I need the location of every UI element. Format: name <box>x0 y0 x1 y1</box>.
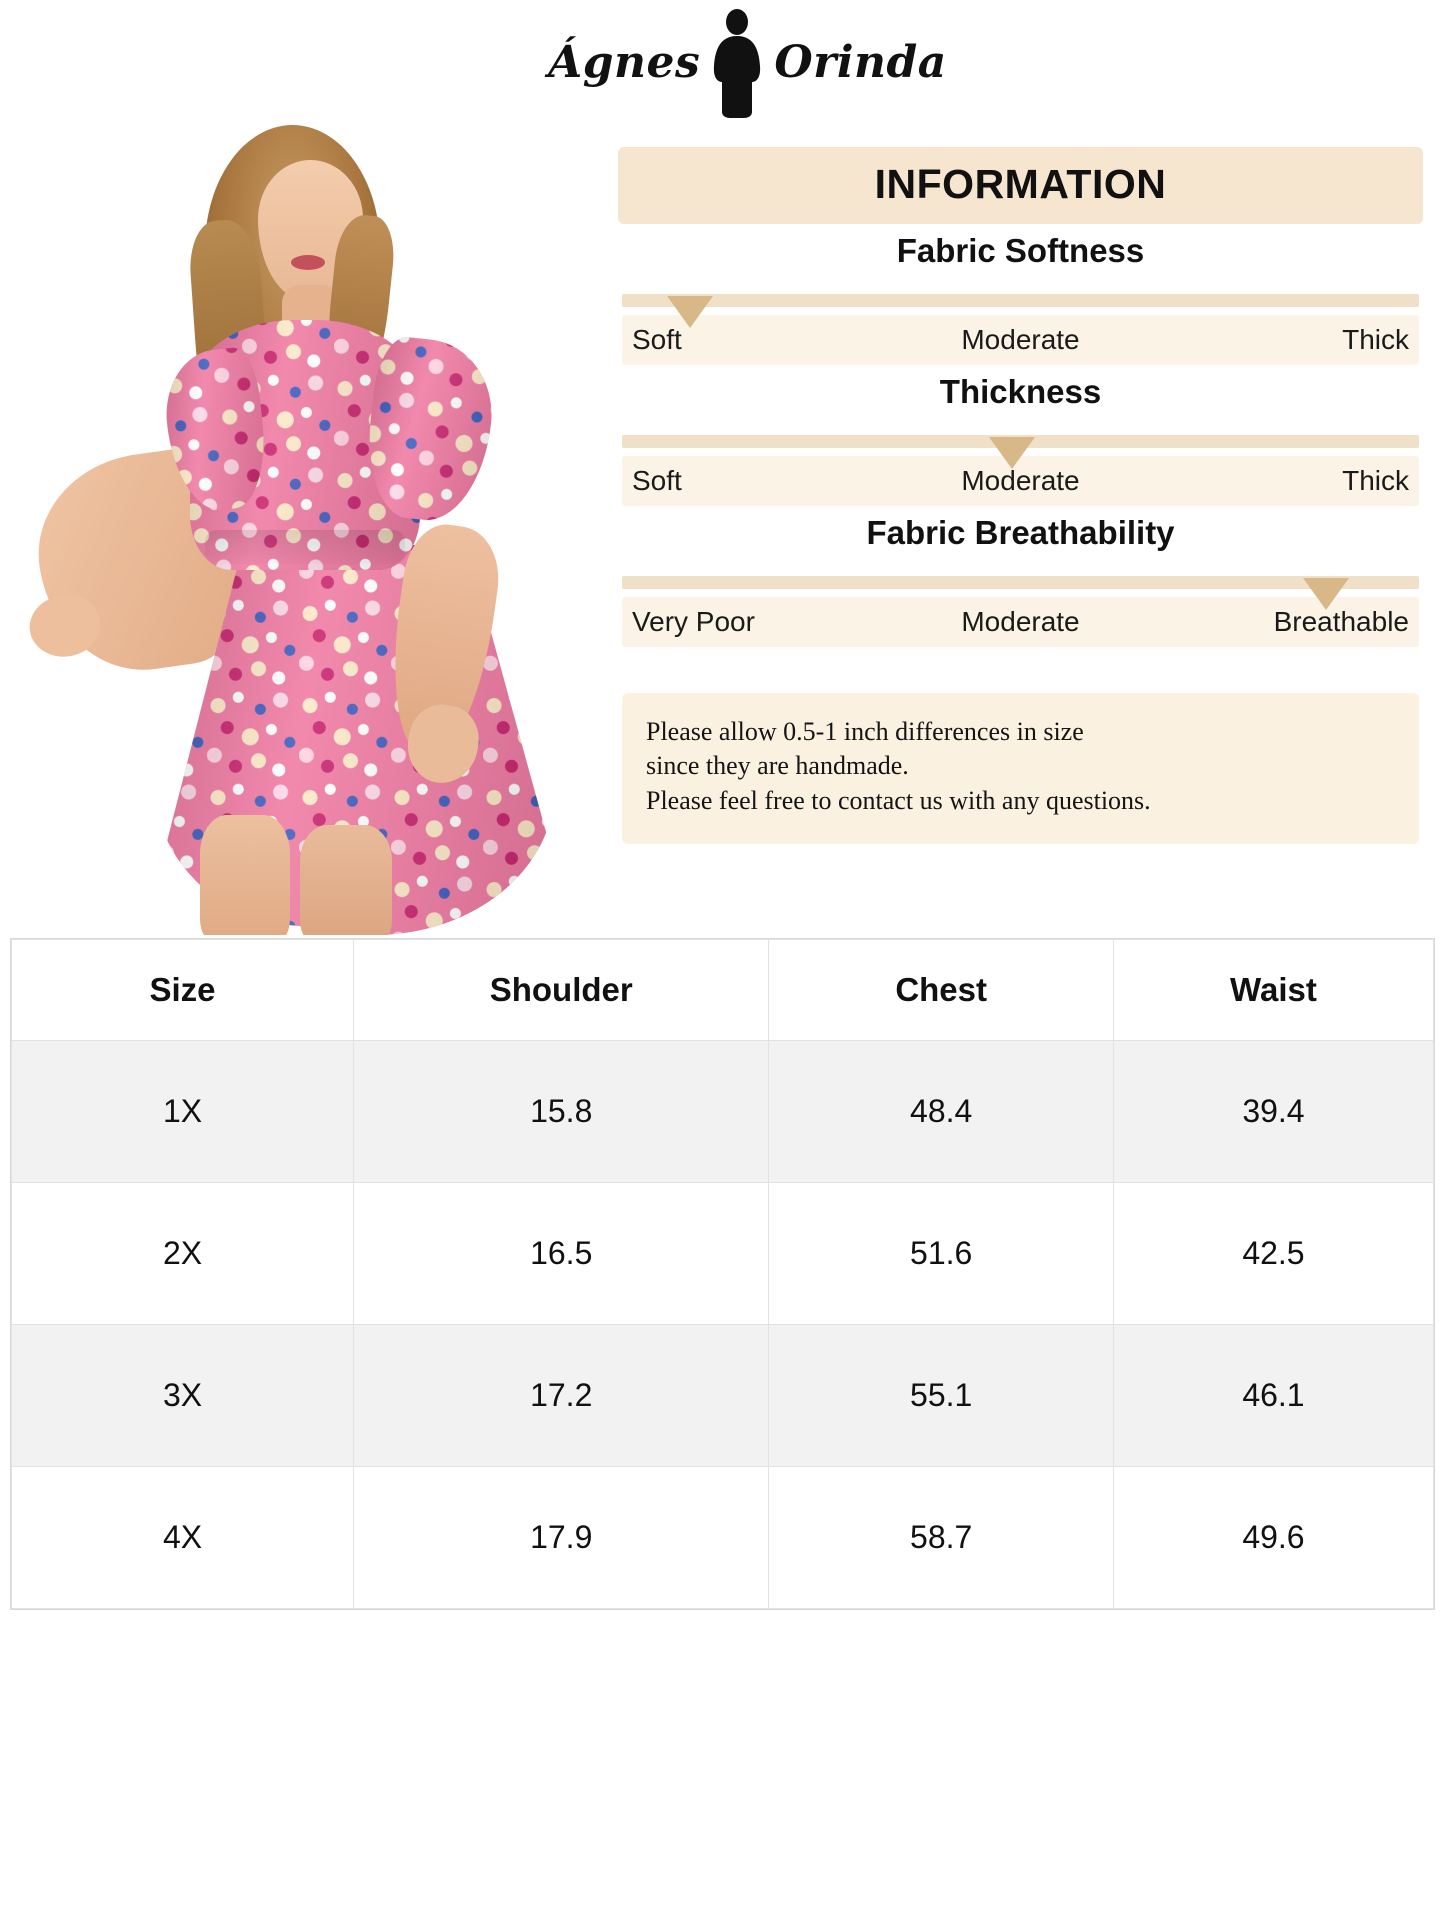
table-cell-size: 4X <box>12 1467 354 1609</box>
scale-pointer-icon <box>667 296 713 328</box>
scale-pointer-icon <box>989 437 1035 469</box>
information-title: INFORMATION <box>618 147 1423 224</box>
scale-pointer-icon <box>1303 578 1349 610</box>
scale-label: Soft <box>632 324 682 355</box>
dress-waistband <box>205 530 405 564</box>
scale-label: Moderate <box>961 606 1080 637</box>
scale-label: Thick <box>1342 465 1409 496</box>
scale-label: Moderate <box>961 465 1080 496</box>
top-section <box>0 125 1445 935</box>
metric-scale-thickness <box>618 435 1423 506</box>
table-cell-shoulder: 16.5 <box>354 1183 769 1325</box>
scale-labels <box>622 315 1419 365</box>
metric-title-fabric-softness: Fabric Softness <box>896 232 1145 269</box>
table-header-row <box>12 940 1434 1041</box>
scale-bar <box>622 294 1419 307</box>
model-photo <box>0 125 600 935</box>
brand-header <box>0 0 1445 125</box>
scale-label: Breathable <box>1273 606 1409 637</box>
table-cell-size: 2X <box>12 1183 354 1325</box>
information-panel <box>600 125 1445 935</box>
metric-title-fabric-breathability: Fabric Breathability <box>866 514 1175 551</box>
scale-labels <box>622 597 1419 647</box>
sleeve-shading <box>160 345 271 514</box>
dress-sleeve-left <box>160 345 271 514</box>
table-cell-waist: 39.4 <box>1113 1041 1433 1183</box>
scale-bar <box>622 576 1419 589</box>
table-cell-waist: 42.5 <box>1113 1183 1433 1325</box>
table-cell-chest: 58.7 <box>769 1467 1114 1609</box>
size-note-line: Please feel free to contact us with any questions. <box>646 785 1151 815</box>
table-row <box>12 1183 1434 1325</box>
table-cell-chest: 51.6 <box>769 1183 1114 1325</box>
table-cell-size: 1X <box>12 1041 354 1183</box>
table-cell-size: 3X <box>12 1325 354 1467</box>
table-cell-waist: 49.6 <box>1113 1467 1433 1609</box>
scale-label: Very Poor <box>632 606 755 637</box>
photo-canvas <box>0 125 600 935</box>
size-note-line: since they are handmade. <box>646 751 909 781</box>
brand-word-left: Ágnes <box>548 37 701 88</box>
table-cell-shoulder: 15.8 <box>354 1041 769 1183</box>
metric-scale-fabric-softness <box>618 294 1423 365</box>
table-cell-shoulder: 17.2 <box>354 1325 769 1467</box>
metric-scale-fabric-breathability <box>618 576 1423 647</box>
table-cell-shoulder: 17.9 <box>354 1467 769 1609</box>
woman-silhouette-icon <box>706 8 768 118</box>
model-lips <box>291 255 325 270</box>
scale-label: Soft <box>632 465 682 496</box>
table-cell-waist: 46.1 <box>1113 1325 1433 1467</box>
table-row <box>12 1325 1434 1467</box>
table-row <box>12 1041 1434 1183</box>
brand-word-right: Orinda <box>774 37 947 88</box>
scale-label: Thick <box>1342 324 1409 355</box>
metric-title-thickness: Thickness <box>939 373 1102 410</box>
table-cell-chest: 55.1 <box>769 1325 1114 1467</box>
table-header-cell: Waist <box>1113 940 1433 1041</box>
sleeve-shading <box>361 334 499 526</box>
size-note-line: Please allow 0.5-1 inch differences in size <box>646 717 1084 746</box>
dress-sleeve-right <box>361 334 499 526</box>
scale-label: Moderate <box>961 324 1080 355</box>
size-note <box>622 693 1419 844</box>
size-table <box>10 938 1435 1610</box>
table-header-cell: Size <box>12 940 354 1041</box>
model-leg-right <box>300 825 392 935</box>
table-cell-chest: 48.4 <box>769 1041 1114 1183</box>
table-header-cell: Shoulder <box>354 940 769 1041</box>
table-header-cell: Chest <box>769 940 1114 1041</box>
table-row <box>12 1467 1434 1609</box>
model-leg-left <box>200 815 290 935</box>
size-table-element <box>11 939 1434 1609</box>
brand-lockup <box>548 8 947 118</box>
